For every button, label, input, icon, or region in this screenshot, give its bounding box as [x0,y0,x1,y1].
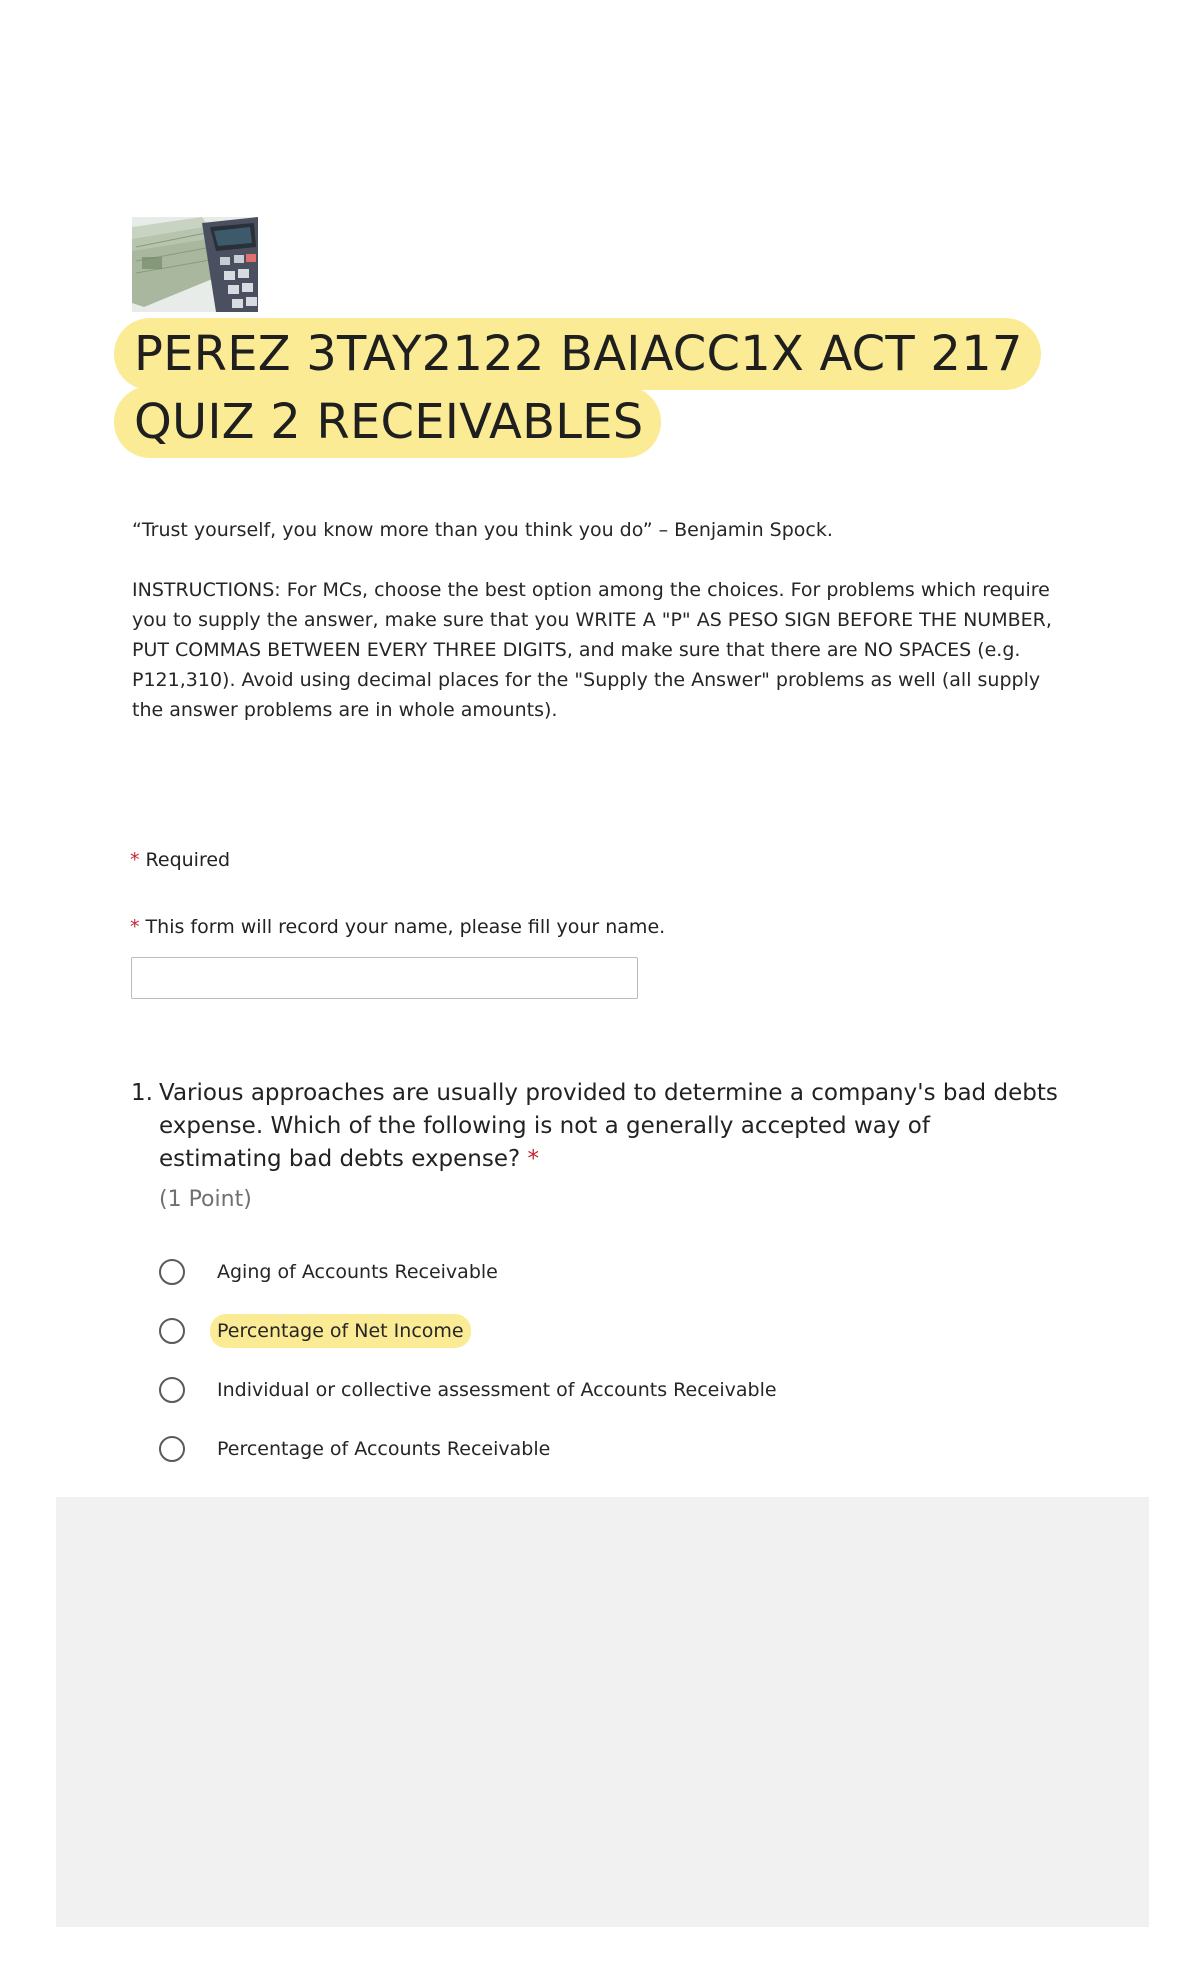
question-text [159,1077,1059,1176]
form-title-line-2: QUIZ 2 RECEIVABLES [114,386,661,458]
name-required-star: * [130,916,140,938]
required-note [130,846,230,874]
required-star: * [130,849,140,871]
option-label: Percentage of Accounts Receivable [217,1438,551,1460]
name-prompt-text: This form will record your name, please fill your name. [145,916,666,938]
form-description [132,515,1067,725]
question-required-star: * [527,1146,540,1172]
radio-button[interactable] [159,1377,185,1403]
form-quote: “Trust yourself, you know more than you think you do” – Benjamin Spock. [132,519,833,541]
question-number: 1. [131,1080,153,1106]
option-individual-or-collective-assessment[interactable] [159,1370,784,1410]
radio-button[interactable] [159,1259,185,1285]
header-image [132,217,258,312]
required-label: Required [145,849,231,871]
radio-button[interactable] [159,1318,185,1344]
form-title [114,318,1034,458]
option-percentage-of-accounts-receivable[interactable] [159,1429,557,1469]
form-instructions: INSTRUCTIONS: For MCs, choose the best option among the choices. For problems which require you to supply the answer, make sure that you WRITE A "P" AS PESO SIGN BEFORE THE NUMBER, PUT COMMAS BETWEEN EVERY THREE DIGITS, and make sure that there are NO SPACES (e.g. P121,310). Avoid using decimal places for the "Supply the Answer" problems as well (all supply the answer problems are in whole amounts). [132,579,1052,721]
option-label: Individual or collective assessment of Accounts Receivable [217,1379,777,1401]
name-input[interactable] [131,957,638,999]
blank-panel [56,1497,1149,1927]
radio-button[interactable] [159,1436,185,1462]
option-aging-of-accounts-receivable[interactable] [159,1252,505,1292]
form-title-line-1: PEREZ 3TAY2122 BAIACC1X ACT 217 [114,318,1041,390]
name-prompt [130,913,665,941]
question-text-body: Various approaches are usually provided to determine a company's bad debts expense. Which of the following is not a generally accepted way of estimating bad debts expense? [159,1080,1058,1172]
question-points: (1 Point) [159,1187,252,1212]
option-label: Aging of Accounts Receivable [217,1261,498,1283]
option-percentage-of-net-income[interactable] [159,1311,471,1351]
option-label: Percentage of Net Income [210,1314,471,1348]
